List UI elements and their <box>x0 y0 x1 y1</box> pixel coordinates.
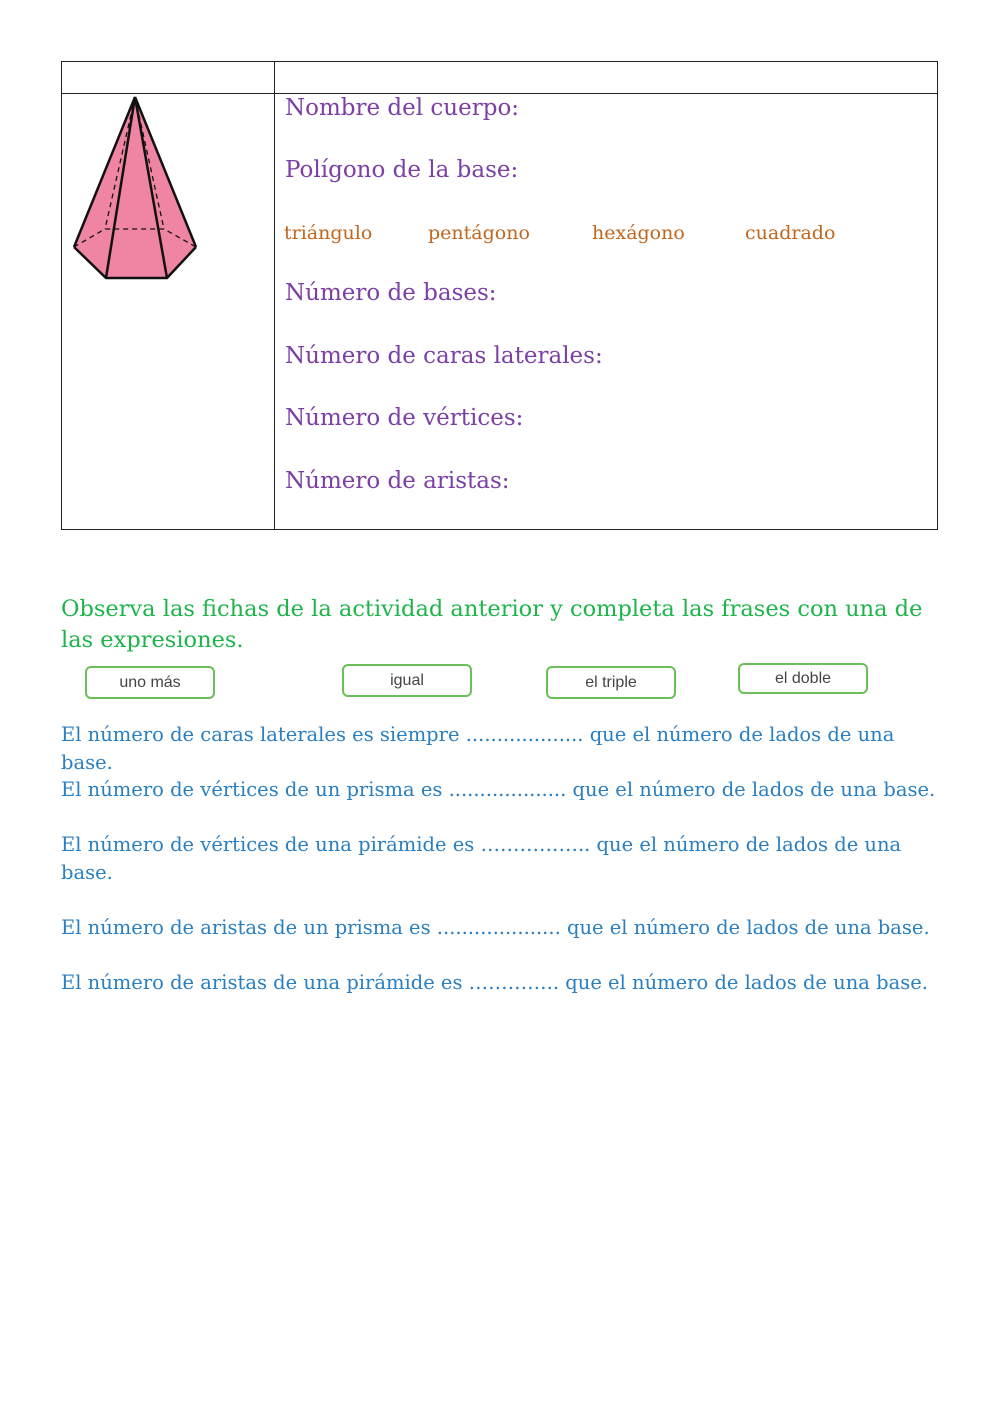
chip-igual[interactable]: igual <box>342 664 472 697</box>
option-pentagono: pentágono <box>428 222 530 244</box>
sentence-aristas-prisma: El número de aristas de un prisma es .................... que el número de lados de una base. <box>61 916 930 939</box>
sentence-caras-laterales: El número de caras laterales es siempre ................... que el número de lados de una base. <box>61 723 895 774</box>
sentence-aristas-piramide: El número de aristas de una pirámide es ………….. que el número de lados de una base. <box>61 971 928 994</box>
label-numero-de-vertices: Número de vértices: <box>285 405 524 431</box>
sentence-vertices-prisma: El número de vértices de un prisma es ................... que el número de lados de una base. <box>61 778 936 801</box>
label-nombre-del-cuerpo: Nombre del cuerpo: <box>285 95 520 121</box>
chip-uno-mas[interactable]: uno más <box>85 666 215 699</box>
option-cuadrado: cuadrado <box>745 222 836 244</box>
instructions: Observa las fichas de la actividad anterior y completa las frases con una de las expresiones. <box>61 596 923 653</box>
chip-el-triple[interactable]: el triple <box>546 666 676 699</box>
sentence-vertices-piramide: El número de vértices de una pirámide es …………….. que el número de lados de una base. <box>61 833 902 884</box>
label-numero-de-bases: Número de bases: <box>285 280 497 306</box>
option-hexagono: hexágono <box>592 222 685 244</box>
option-triangulo: triángulo <box>284 222 373 244</box>
chip-el-doble[interactable]: el doble <box>738 663 868 694</box>
label-poligono-de-la-base: Polígono de la base: <box>285 157 519 183</box>
table-column-divider <box>274 62 275 529</box>
table-header-divider <box>62 93 937 94</box>
label-numero-de-aristas: Número de aristas: <box>285 468 510 494</box>
figure-card-table <box>61 61 938 530</box>
hexagonal-pyramid-figure <box>72 95 202 285</box>
label-numero-de-caras-laterales: Número de caras laterales: <box>285 343 603 369</box>
